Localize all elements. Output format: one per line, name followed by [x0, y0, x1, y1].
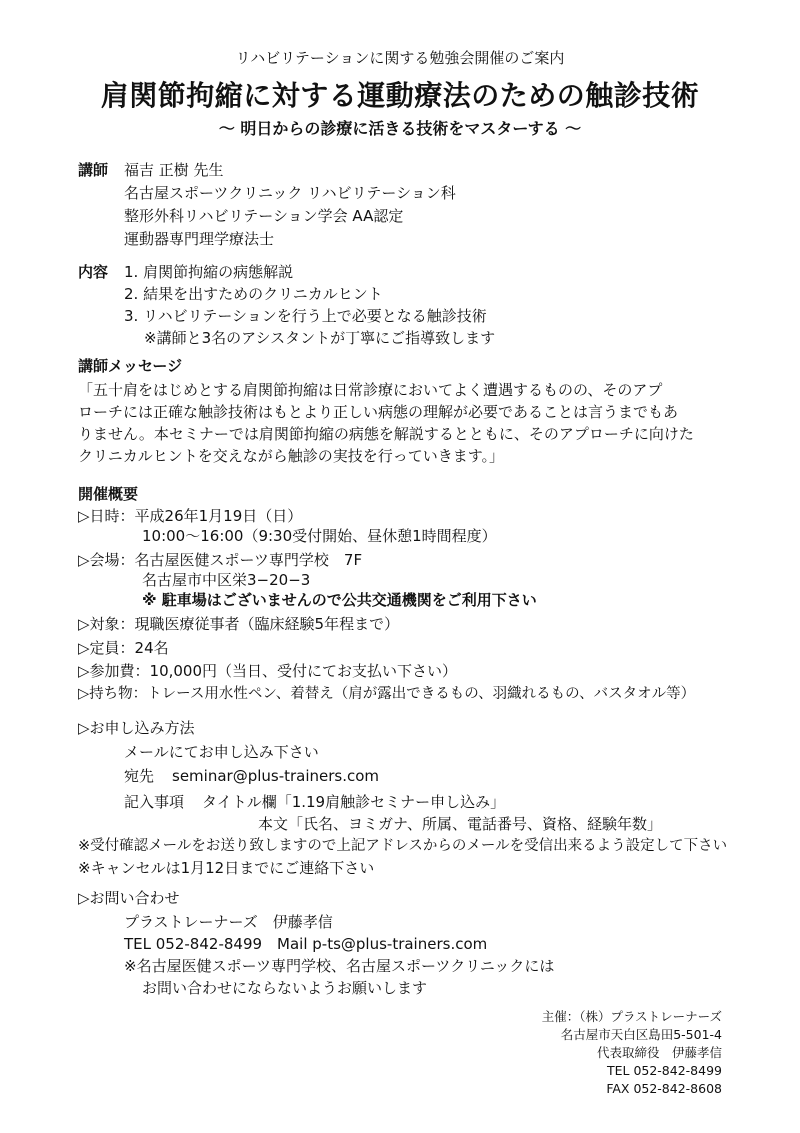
overview-time: 10:00〜16:00（9:30受付開始、昼休憩1時間程度） [142, 527, 497, 545]
overview-heading: 開催概要 [78, 485, 139, 503]
page-subtitle: 〜 明日からの診療に活きる技術をマスターする 〜 [218, 119, 582, 138]
page-title: 肩関節拘縮に対する運動療法のための触診技術 [100, 79, 700, 112]
message-heading: 講師メッセージ [78, 357, 183, 375]
organizer-tel: TEL 052-842-8499 [606, 1063, 722, 1078]
lecturer-label: 講師 [78, 161, 109, 179]
application-entry-body: 本文「氏名、ヨミガナ、所属、電話番号、資格、経験年数」 [258, 815, 662, 833]
overview-target: ▷対象：現職医療従事者（臨床経験5年程まで） [78, 615, 400, 633]
lecturer-certification: 整形外科リハビリテーション学会 AA認定 [124, 207, 404, 225]
overview-venue: ▷会場：名古屋医健スポーツ専門学校 7F [78, 551, 363, 569]
contact-note: お問い合わせにならないようお願いします [142, 979, 428, 997]
announcement-text: リハビリテーションに関する勉強会開催のご案内 [235, 49, 565, 67]
overview-fee: ▷参加費：10,000円（当日、受付にてお支払い下さい） [78, 662, 458, 680]
contact-person: プラストレーナーズ 伊藤孝信 [124, 913, 333, 931]
message-line: 「五十肩をはじめとする肩関節拘縮は日常診療においてよく遭遇するものの、そのアプ [78, 381, 663, 399]
content-label: 内容 [78, 263, 109, 281]
application-note: ※受付確認メールをお送り致しますので上記アドレスからのメールを受信出来るよう設定して下さい [78, 838, 728, 854]
content-item: 1. 肩関節拘縮の病態解説 [124, 263, 294, 281]
application-entry-title: タイトル欄「1.19肩触診セミナー申し込み」 [202, 793, 506, 811]
application-address-label: 宛先 [124, 767, 155, 785]
overview-venue-note: ※ 駐車場はございませんので公共交通機関をご利用下さい [142, 591, 537, 609]
lecturer-qualification: 運動器専門理学療法士 [124, 230, 275, 248]
application-entry-label: 記入事項 [124, 793, 185, 811]
message-line: クリニカルヒントを交えながら触診の実技を行っていきます。」 [78, 447, 505, 465]
contact-tel-mail: TEL 052-842-8499 Mail p-ts@plus-trainers.com [124, 935, 488, 953]
lecturer-affiliation: 名古屋スポーツクリニック リハビリテーション科 [124, 184, 456, 202]
application-instruction: メールにてお申し込み下さい [124, 743, 319, 761]
organizer-representative: 代表取締役 伊藤孝信 [596, 1045, 722, 1060]
content-item: 2. 結果を出すためのクリニカルヒント [124, 285, 383, 303]
overview-capacity: ▷定員：24名 [78, 639, 169, 657]
message-line: ローチには正確な触診技術はもとより正しい病態の理解が必要であることは言うまでもあ [78, 403, 679, 421]
contact-note: ※名古屋医健スポーツ専門学校、名古屋スポーツクリニックには [124, 957, 555, 975]
organizer-fax: FAX 052-842-8608 [606, 1081, 722, 1096]
organizer-name: 主催：（株）プラストレーナーズ [541, 1009, 722, 1024]
application-cancel-note: ※キャンセルは1月12日までにご連絡下さい [78, 859, 375, 877]
lecturer-name: 福吉 正樹 先生 [124, 161, 224, 179]
organizer-address: 名古屋市天白区島田5-501-4 [560, 1027, 722, 1042]
content-note: ※講師と3名のアシスタントが丁寧にご指導致します [144, 329, 496, 347]
overview-datetime: ▷日時：平成26年1月19日（日） [78, 507, 303, 525]
application-heading: ▷お申し込み方法 [78, 719, 195, 737]
content-item: 3. リハビリテーションを行う上で必要となる触診技術 [124, 307, 487, 325]
message-line: りません。本セミナーでは肩関節拘縮の病態を解説するとともに、そのアプローチに向けた [78, 425, 694, 443]
application-email[interactable]: seminar@plus-trainers.com [172, 767, 380, 785]
overview-belongings: ▷持ち物：トレース用水性ペン、着替え（肩が露出できるもの、羽織れるもの、バスタオル等） [78, 686, 696, 702]
contact-heading: ▷お問い合わせ [78, 889, 180, 907]
overview-venue-address: 名古屋市中区栄3−20−3 [142, 571, 311, 589]
